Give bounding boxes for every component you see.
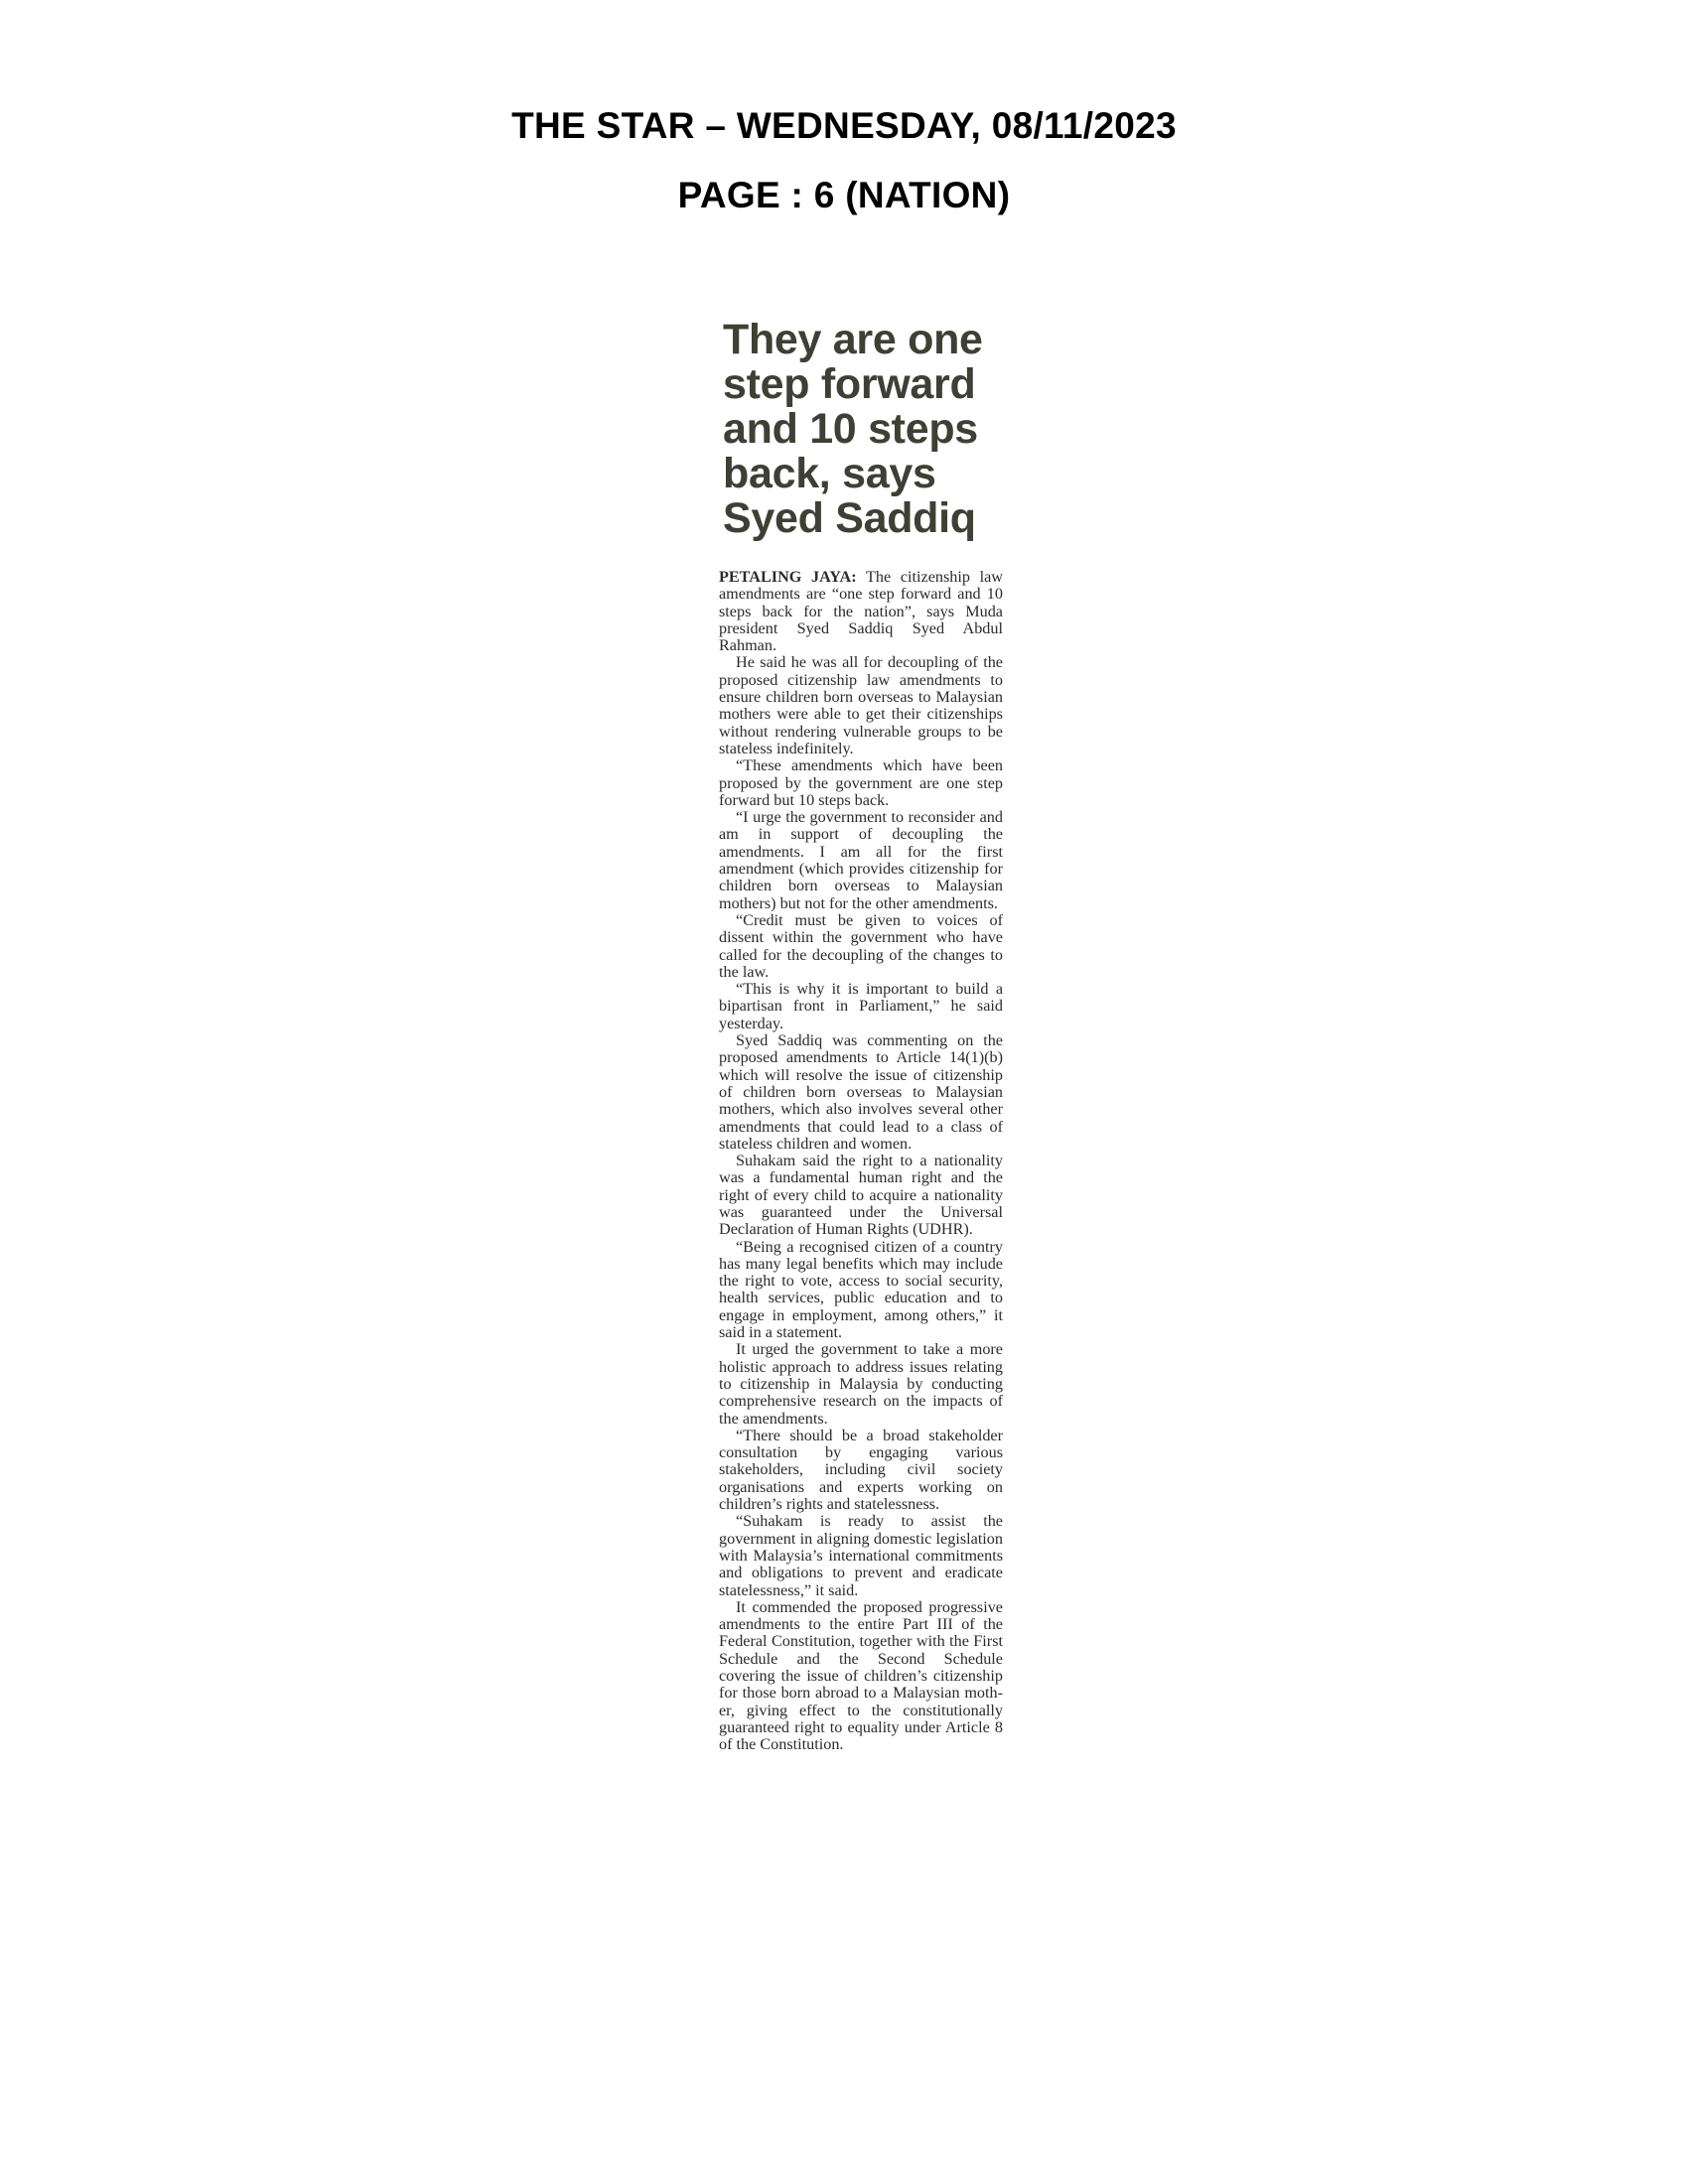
article-paragraph: “These amendments which have been proposed by the government are one step forward but 10 steps back. (719, 756, 1003, 809)
article-paragraph: It urged the government to take a more holistic approach to address issues relating to citizenship in Malaysia by conducting comprehensive research on the impacts of the amendments. (719, 1340, 1003, 1428)
article-paragraph: Suhakam said the right to a nationality was a fundamental human right and the right of every child to acquire a nationality was guaranteed under the Universal Declaration of Human Rights (UDHR). (719, 1152, 1003, 1239)
article-paragraph: “Suhakam is ready to assist the government in aligning domestic legislation with Malaysia’s international commitments and obligations to prevent and eradicate statelessness,” it said. (719, 1512, 1003, 1599)
headline-line: back, says (723, 450, 936, 497)
article-dateline: PETALING JAYA: (719, 568, 857, 586)
newspaper-clipping (717, 318, 1003, 1753)
paragraph-text: The citizenship law amendments are “one step forward and 10 steps back for the nation”, says Muda president Syed Saddiq Syed Abdul Rahman. (719, 568, 1003, 655)
article-paragraph: “I urge the government to reconsider and am in support of decoupling the amendments. I am all for the first amendment (which provides citizenship for children born overseas to Malaysian mothers) but not for the other amendments. (719, 808, 1003, 912)
headline-line: step forward (723, 360, 976, 408)
article-paragraph: It commended the proposed progressive amendments to the entire Part III of the Federal Constitution, together with the First Schedule and the Second Schedule covering the issue of children’s citizenship for those born abroad to a Malaysian mother, giving effect to the constitutionally guaranteed right to equality under Article 8 of the Constitution. (719, 1597, 1003, 1754)
article-paragraph: “Credit must be given to voices of dissent within the government who have called for the decoupling of the changes to the law. (719, 910, 1003, 981)
article-paragraph: “Being a recognised citizen of a country has many legal benefits which may include the right to vote, access to social security, health services, public education and to engage in employment, among others,” it said in a statement. (719, 1237, 1003, 1342)
headline-line: Syed Saddiq (723, 494, 976, 542)
headline-line: and 10 steps (723, 405, 978, 453)
article-paragraph: Syed Saddiq was commenting on the proposed amendments to Article 14(1)(b) which will resolve the issue of citizenship of children born overseas to Malaysian mothers, which also involves several other amendments that could lead to a class of stateless children and women. (719, 1031, 1003, 1153)
article-paragraph: “This is why it is important to build a bipartisan front in Parliament,” he said yesterday. (719, 980, 1003, 1032)
article-paragraph: “There should be a broad stakeholder consultation by engaging various stakeholders, including civil society organisations and experts working on children’s rights and statelessness. (719, 1426, 1003, 1514)
article-paragraph (719, 569, 1003, 654)
headline-line: They are one (723, 316, 983, 363)
article-body (719, 569, 1003, 1753)
publication-date-header: THE STAR – WEDNESDAY, 08/11/2023 (511, 105, 1177, 146)
article-paragraph: He said he was all for decoupling of the proposed citizenship law amendments to ensure children born overseas to Malaysian mothers were able to get their citizenships without rendering vulnerable groups to be stateless indefinitely. (719, 653, 1003, 757)
page-section-header: PAGE : 6 (NATION) (677, 175, 1011, 215)
article-headline (723, 318, 1003, 541)
